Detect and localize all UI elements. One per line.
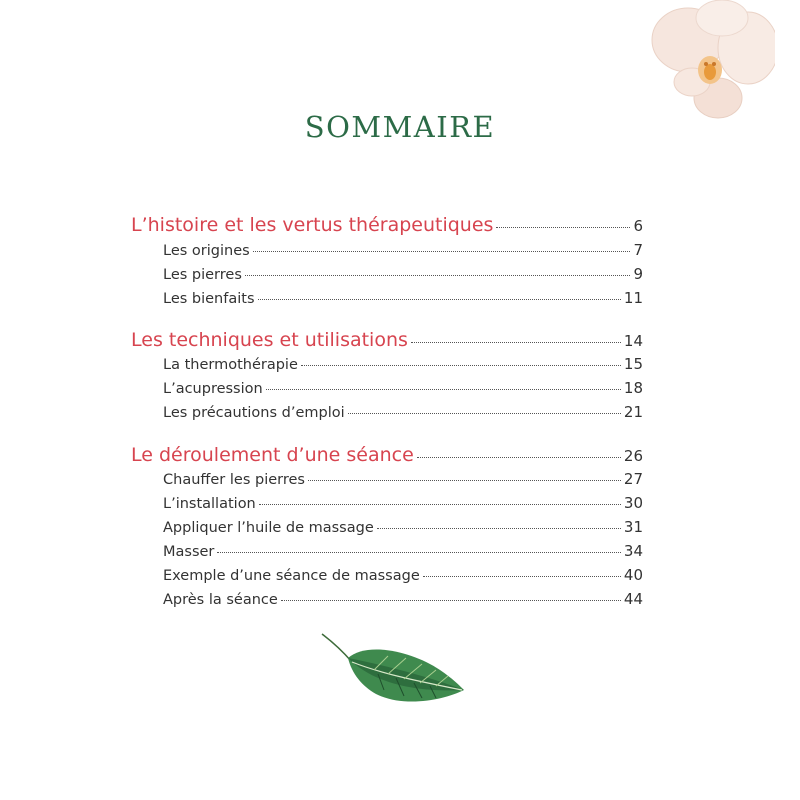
entry-title: L’acupression <box>163 381 263 397</box>
toc-section[interactable] <box>131 329 643 351</box>
entry-title: Masser <box>163 544 215 560</box>
toc-entry[interactable] <box>163 403 643 421</box>
page-title: SOMMAIRE <box>304 110 496 144</box>
entry-title: Les bienfaits <box>163 291 255 307</box>
entry-title: Les origines <box>163 243 250 259</box>
toc-entry[interactable] <box>163 518 643 536</box>
entry-title: Les précautions d’emploi <box>163 405 345 421</box>
green-leaf-icon <box>318 628 468 710</box>
dot-leader <box>301 365 621 366</box>
page-number: 27 <box>623 470 643 488</box>
toc-entry[interactable] <box>163 470 643 488</box>
page-number: 31 <box>623 518 643 536</box>
page-number: 34 <box>623 542 643 560</box>
toc-entry[interactable] <box>163 542 643 560</box>
dot-leader <box>411 342 621 343</box>
entry-title: La thermothérapie <box>163 357 298 373</box>
page-number: 7 <box>633 241 643 259</box>
dot-leader <box>423 576 621 577</box>
entry-title: Les pierres <box>163 267 242 283</box>
orchid-flower-icon <box>640 0 775 120</box>
page-number: 15 <box>623 355 643 373</box>
entry-title: Appliquer l’huile de massage <box>163 520 374 536</box>
entry-title: Après la séance <box>163 592 278 608</box>
page-number: 9 <box>633 265 643 283</box>
dot-leader <box>417 457 621 458</box>
page-number: 11 <box>623 289 643 307</box>
page-number: 30 <box>623 494 643 512</box>
dot-leader <box>266 389 621 390</box>
page-number: 6 <box>633 217 643 235</box>
dot-leader <box>377 528 621 529</box>
dot-leader <box>348 413 621 414</box>
section-title: Le déroulement d’une séance <box>131 444 414 466</box>
dot-leader <box>496 227 630 228</box>
dot-leader <box>281 600 621 601</box>
dot-leader <box>308 480 621 481</box>
toc-entry[interactable] <box>163 379 643 397</box>
section-title: Les techniques et utilisations <box>131 329 408 351</box>
page-number: 21 <box>623 403 643 421</box>
dot-leader <box>259 504 621 505</box>
page-number: 26 <box>623 447 643 465</box>
toc-section[interactable] <box>131 214 643 236</box>
entry-title: Exemple d’une séance de massage <box>163 568 420 584</box>
section-title: L’histoire et les vertus thérapeutiques <box>131 214 494 236</box>
dot-leader <box>217 552 621 553</box>
page-number: 18 <box>623 379 643 397</box>
toc-section[interactable] <box>131 444 643 466</box>
toc-entry[interactable] <box>163 241 643 259</box>
toc-entry[interactable] <box>163 566 643 584</box>
page-number: 40 <box>623 566 643 584</box>
entry-title: Chauffer les pierres <box>163 472 305 488</box>
toc-entry[interactable] <box>163 494 643 512</box>
toc-entry[interactable] <box>163 289 643 307</box>
toc-entry[interactable] <box>163 265 643 283</box>
entry-title: L’installation <box>163 496 256 512</box>
dot-leader <box>253 251 631 252</box>
page-number: 14 <box>623 332 643 350</box>
dot-leader <box>245 275 631 276</box>
toc-entry[interactable] <box>163 355 643 373</box>
page-number: 44 <box>623 590 643 608</box>
dot-leader <box>258 299 621 300</box>
toc-entry[interactable] <box>163 590 643 608</box>
